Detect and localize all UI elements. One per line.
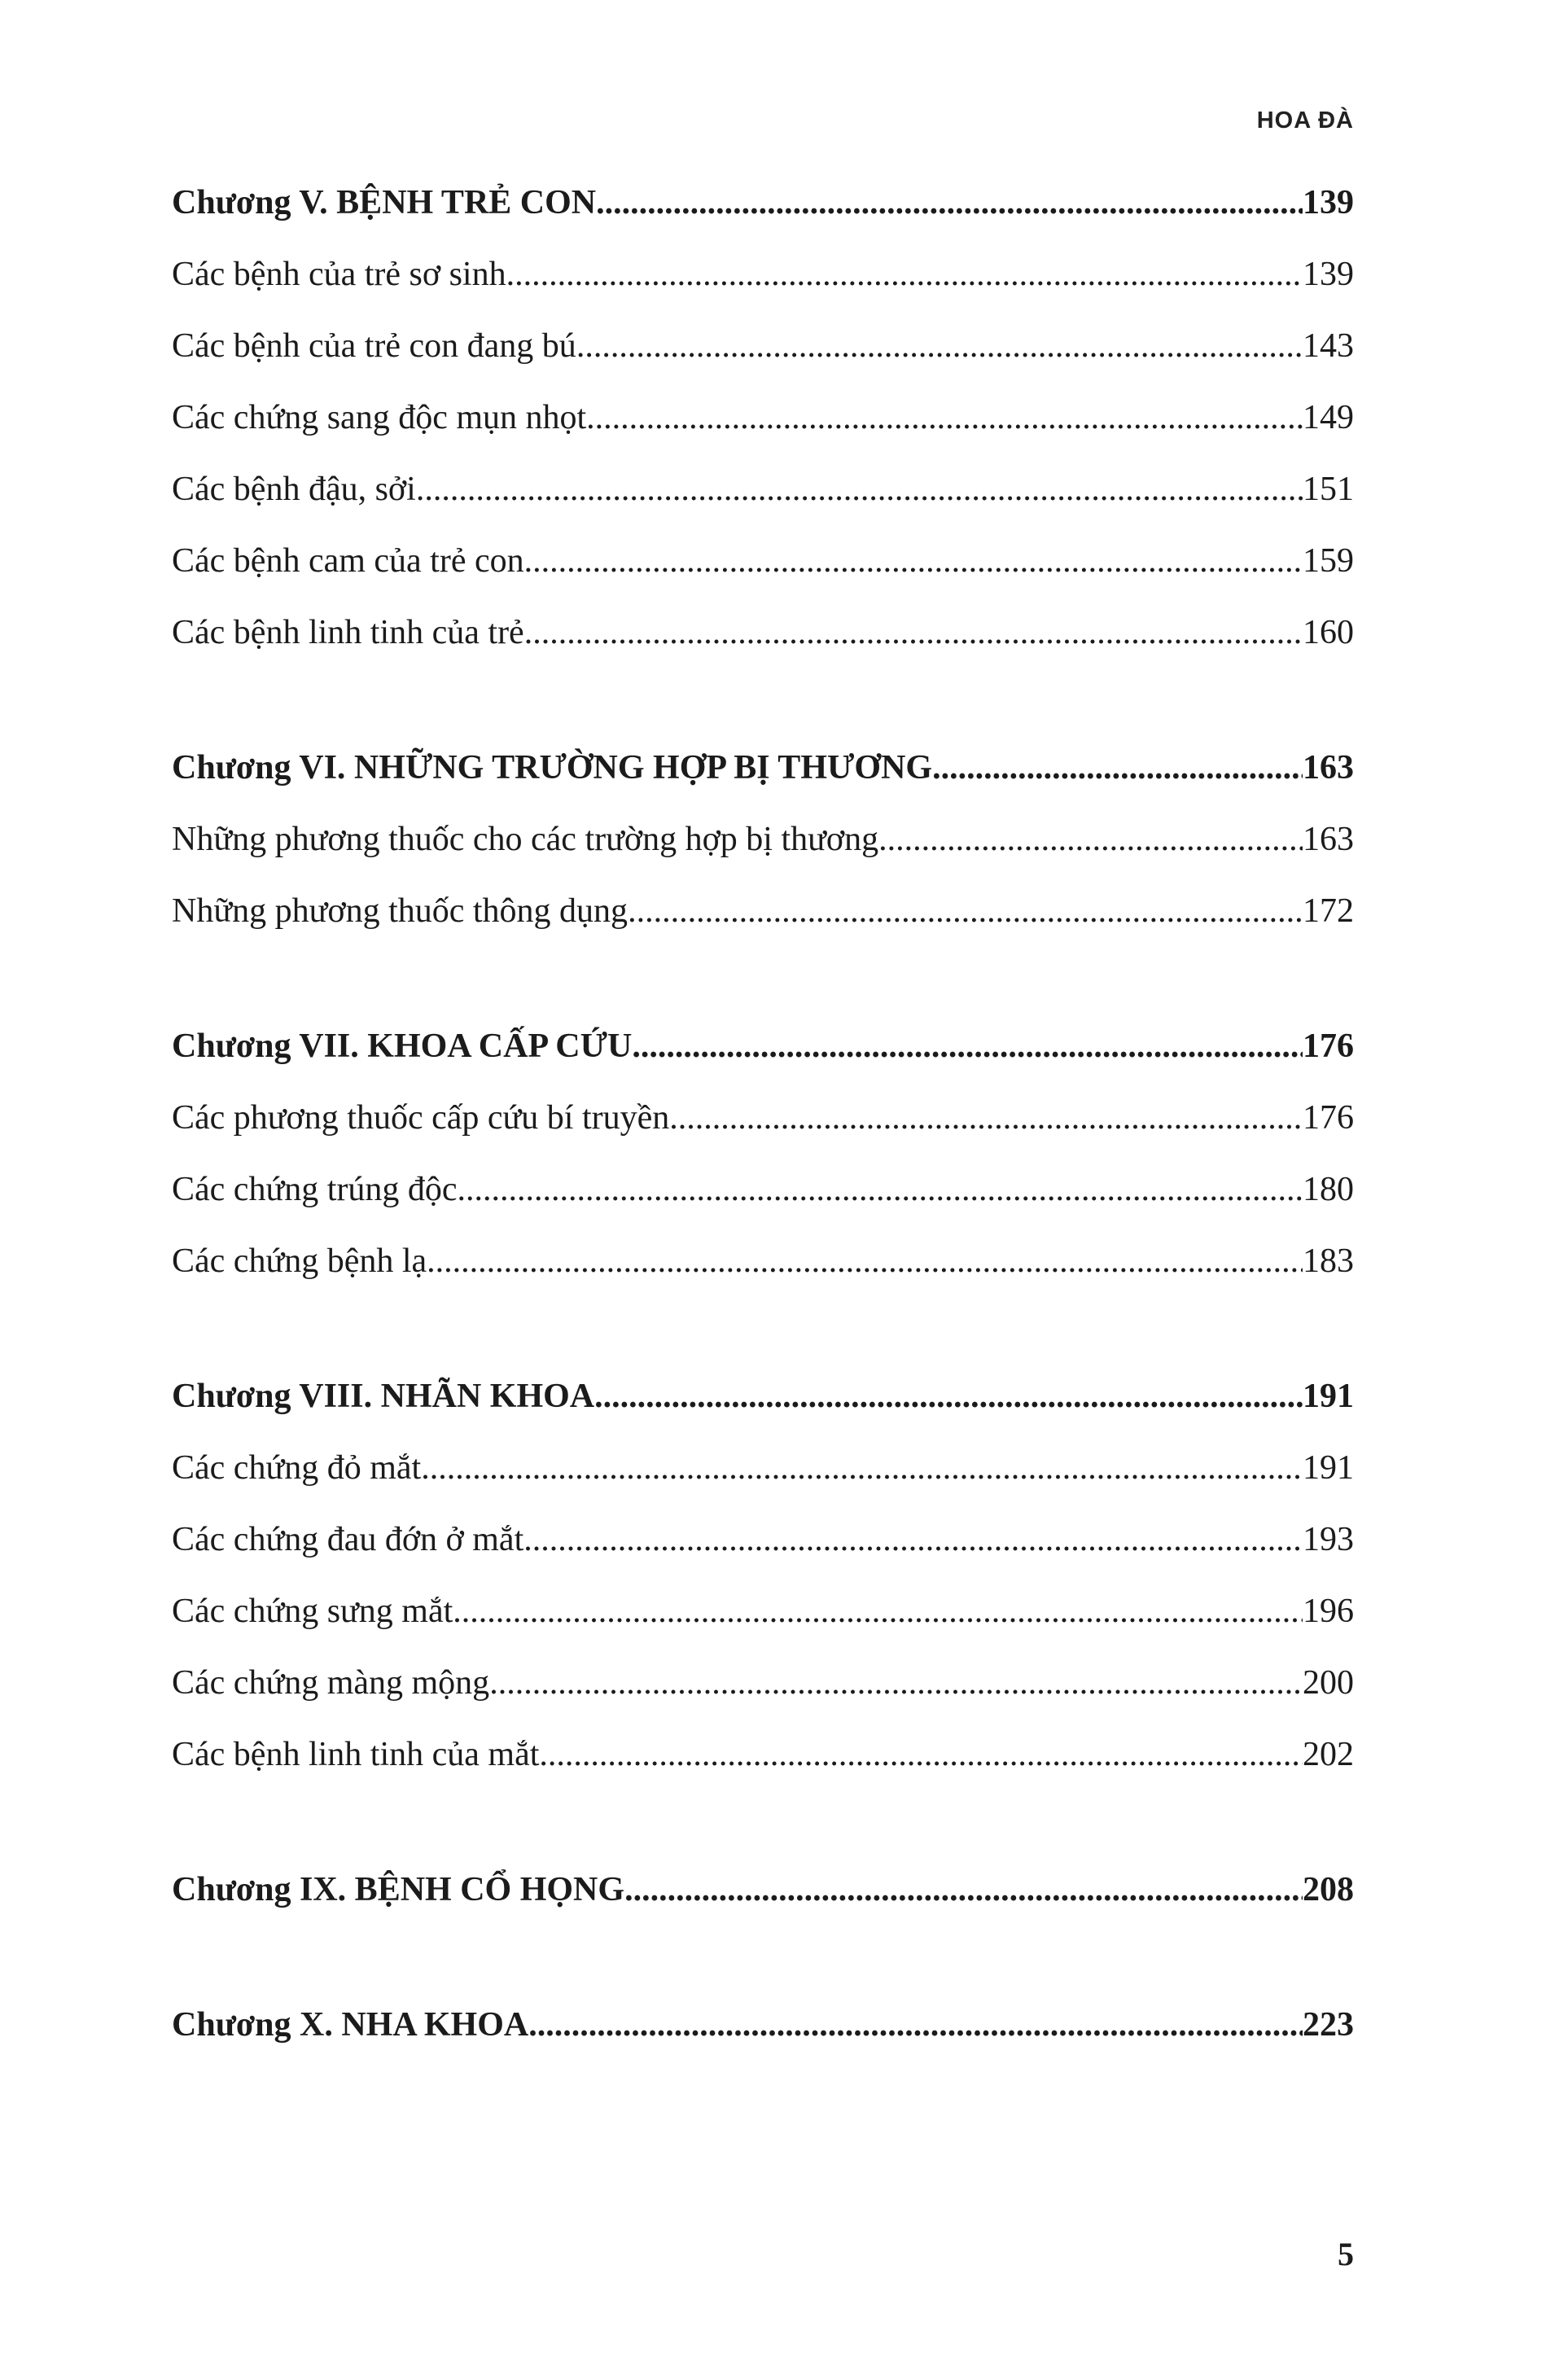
- toc-page-ref: 172: [1303, 892, 1354, 930]
- toc-page-ref: 191: [1303, 1449, 1354, 1487]
- toc-entry-label: Các chứng sang độc mụn nhọt: [172, 399, 587, 436]
- toc-chapter-title: Chương VI. NHỮNG TRƯỜNG HỢP BỊ THƯƠNG: [172, 749, 933, 786]
- toc-section: [172, 1989, 1354, 2061]
- toc-chapter-title: Chương VIII. NHÃN KHOA: [172, 1378, 595, 1415]
- toc-page-ref: 159: [1303, 542, 1354, 580]
- toc-chapter-title: Chương X. NHA KHOA: [172, 2006, 529, 2044]
- dot-leader: [586, 382, 1303, 453]
- toc-entry: [172, 1225, 1354, 1297]
- toc-section: [172, 1854, 1354, 1926]
- dot-leader: [628, 875, 1303, 947]
- toc-page-ref: 180: [1303, 1171, 1354, 1208]
- dot-leader: [624, 1854, 1303, 1926]
- dot-leader: [539, 1719, 1303, 1790]
- dot-leader: [421, 1432, 1303, 1504]
- dot-leader: [427, 1225, 1303, 1297]
- dot-leader: [576, 310, 1303, 382]
- toc-entry-label: Các chứng bệnh lạ: [172, 1242, 427, 1280]
- toc-entry-label: Các chứng sưng mắt: [172, 1593, 453, 1630]
- toc-entry-label: Các phương thuốc cấp cứu bí truyền: [172, 1099, 670, 1137]
- toc-entry: [172, 1154, 1354, 1225]
- toc-section: [172, 167, 1354, 668]
- dot-leader: [932, 732, 1303, 804]
- dot-leader: [669, 1082, 1303, 1154]
- toc-entry-label: Những phương thuốc thông dụng: [172, 892, 629, 930]
- toc-entry-label: Các bệnh của trẻ con đang bú: [172, 327, 576, 365]
- toc-entry: [172, 310, 1354, 382]
- toc-entry-label: Những phương thuốc cho các trường hợp bị thương: [172, 821, 879, 858]
- toc-entry-label: Các bệnh cam của trẻ con: [172, 542, 524, 580]
- toc-page-ref: 163: [1303, 821, 1354, 858]
- toc-page-ref: 176: [1303, 1027, 1354, 1065]
- toc-page-ref: 193: [1303, 1521, 1354, 1558]
- toc-entry: [172, 1082, 1354, 1154]
- toc-page-ref: 139: [1303, 184, 1354, 221]
- dot-leader: [523, 1504, 1303, 1575]
- toc-page-ref: 223: [1303, 2006, 1354, 2044]
- toc-entry-label: Các chứng màng mộng: [172, 1664, 490, 1702]
- toc-entry-label: Các bệnh của trẻ sơ sinh: [172, 256, 506, 293]
- dot-leader: [528, 1989, 1303, 2061]
- toc-chapter-heading: [172, 167, 1354, 239]
- toc-entry: [172, 1719, 1354, 1790]
- toc-entry-label: Các bệnh linh tinh của mắt: [172, 1736, 540, 1773]
- toc-page-ref: 163: [1303, 749, 1354, 786]
- toc-chapter-heading: [172, 1010, 1354, 1082]
- page-number: 5: [1338, 2236, 1354, 2272]
- toc-chapter-heading: [172, 1989, 1354, 2061]
- toc-section: [172, 1010, 1354, 1297]
- toc-entry-label: Các chứng đau đớn ở mắt: [172, 1521, 524, 1558]
- toc-entry: [172, 804, 1354, 875]
- toc-page-ref: 196: [1303, 1593, 1354, 1630]
- dot-leader: [596, 167, 1303, 239]
- toc-page-ref: 160: [1303, 614, 1354, 651]
- toc-page-ref: 191: [1303, 1378, 1354, 1415]
- dot-leader: [416, 453, 1303, 525]
- dot-leader: [632, 1010, 1303, 1082]
- toc-page-ref: 208: [1303, 1871, 1354, 1908]
- toc-page-ref: 149: [1303, 399, 1354, 436]
- toc-entry: [172, 239, 1354, 310]
- toc-entry: [172, 597, 1354, 668]
- dot-leader: [506, 239, 1303, 310]
- toc-chapter-title: Chương V. BỆNH TRẺ CON: [172, 184, 597, 221]
- dot-leader: [524, 597, 1303, 668]
- toc: [172, 167, 1354, 2061]
- toc-entry-label: Các chứng đỏ mắt: [172, 1449, 422, 1487]
- toc-chapter-heading: [172, 1360, 1354, 1432]
- toc-page-ref: 151: [1303, 471, 1354, 508]
- toc-entry: [172, 1575, 1354, 1647]
- toc-section: [172, 732, 1354, 947]
- dot-leader: [878, 804, 1303, 875]
- dot-leader: [453, 1575, 1303, 1647]
- toc-entry-label: Các bệnh linh tinh của trẻ: [172, 614, 524, 651]
- toc-chapter-heading: [172, 732, 1354, 804]
- toc-entry: [172, 1647, 1354, 1719]
- toc-page-ref: 143: [1303, 327, 1354, 365]
- toc-section: [172, 1360, 1354, 1790]
- toc-page-ref: 183: [1303, 1242, 1354, 1280]
- toc-entry-label: Các chứng trúng độc: [172, 1171, 458, 1208]
- running-header: HOA ĐÀ: [1256, 107, 1354, 134]
- toc-entry: [172, 525, 1354, 597]
- dot-leader: [458, 1154, 1303, 1225]
- toc-chapter-title: Chương VII. KHOA CẤP CỨU: [172, 1027, 633, 1065]
- toc-entry: [172, 382, 1354, 453]
- toc-page-ref: 176: [1303, 1099, 1354, 1137]
- dot-leader: [594, 1360, 1303, 1432]
- toc-chapter-heading: [172, 1854, 1354, 1926]
- dot-leader: [489, 1647, 1303, 1719]
- toc-entry: [172, 875, 1354, 947]
- toc-page-ref: 200: [1303, 1664, 1354, 1702]
- toc-page-ref: 202: [1303, 1736, 1354, 1773]
- toc-entry: [172, 1504, 1354, 1575]
- toc-entry: [172, 1432, 1354, 1504]
- toc-entry-label: Các bệnh đậu, sởi: [172, 471, 416, 508]
- toc-chapter-title: Chương IX. BỆNH CỔ HỌNG: [172, 1871, 625, 1908]
- toc-entry: [172, 453, 1354, 525]
- dot-leader: [524, 525, 1303, 597]
- toc-page-ref: 139: [1303, 256, 1354, 293]
